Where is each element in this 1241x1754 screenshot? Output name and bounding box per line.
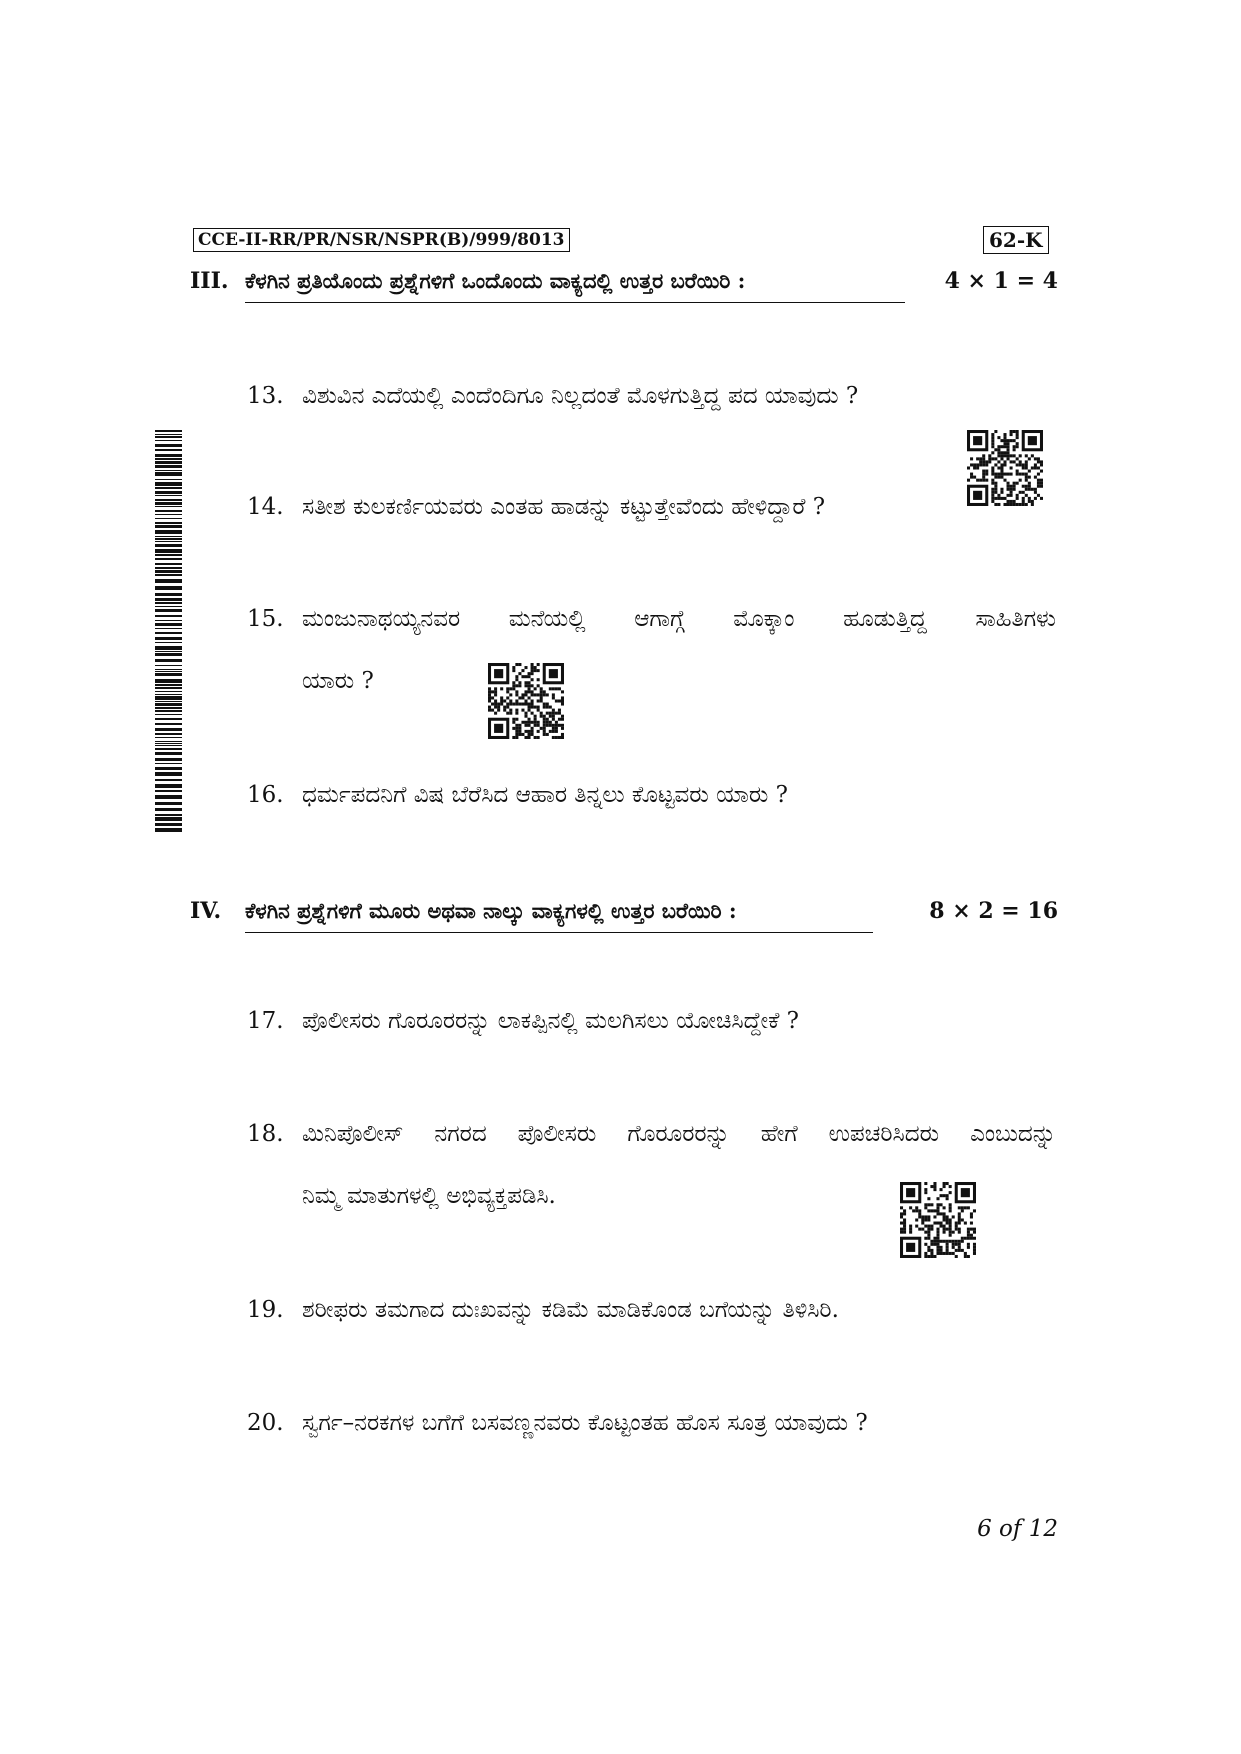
section-marks: 4 × 1 = 4 [944,268,1058,294]
section-marks: 8 × 2 = 16 [929,898,1058,924]
question-number: 16. [247,782,284,808]
barcode [155,430,182,835]
question-text: ಸ್ವರ್ಗ–ನರಕಗಳ ಬಗೆಗೆ ಬಸವಣ್ಣನವರು ಕೊಟ್ಟಂತಹ ಹೊಸ ಸೂತ್ರ ಯಾವುದು ? [302,1410,868,1436]
question-text: ಧರ್ಮಪದನಿಗೆ ವಿಷ ಬೆರೆಸಿದ ಆಹಾರ ತಿನ್ನಲು ಕೊಟ್ಟವರು ಯಾರು ? [302,782,788,808]
question-text-continued: ಯಾರು ? [302,668,374,694]
section-title: ಕೆಳಗಿನ ಪ್ರಶ್ನೆಗಳಿಗೆ ಮೂರು ಅಥವಾ ನಾಲ್ಕು ವಾಕ್ಯಗಳಲ್ಲಿ ಉತ್ತರ ಬರೆಯಿರಿ : [245,898,873,933]
question-text: ವಿಶುವಿನ ಎದೆಯಲ್ಲಿ ಎಂದೆಂದಿಗೂ ನಿಲ್ಲದಂತೆ ಮೊಳಗುತ್ತಿದ್ದ ಪದ ಯಾವುದು ? [302,383,859,409]
question-number: 17. [247,1008,284,1034]
question-text-continued: ನಿಮ್ಮ ಮಾತುಗಳಲ್ಲಿ ಅಭಿವ್ಯಕ್ತಪಡಿಸಿ. [302,1183,556,1209]
section-number: IV. [190,898,222,924]
question-number: 19. [247,1297,284,1323]
subject-code: 62-K [983,226,1049,254]
question-text: ಮಂಜುನಾಥಯ್ಯನವರ ಮನೆಯಲ್ಲಿ ಆಗಾಗ್ಗೆ ಮೊಕ್ಕಾಂ ಹೂಡುತ್ತಿದ್ದ ಸಾಹಿತಿಗಳು [302,606,1056,632]
question-number: 20. [247,1410,284,1436]
question-number: 14. [247,494,284,520]
question-number: 15. [247,606,284,632]
section-title: ಕೆಳಗಿನ ಪ್ರತಿಯೊಂದು ಪ್ರಶ್ನೆಗಳಿಗೆ ಒಂದೊಂದು ವಾಕ್ಯದಲ್ಲಿ ಉತ್ತರ ಬರೆಯಿರಿ : [245,268,905,303]
question-number: 13. [247,383,284,409]
question-text: ಸತೀಶ ಕುಲಕರ್ಣಿಯವರು ಎಂತಹ ಹಾಡನ್ನು ಕಟ್ಟುತ್ತೇವೆಂದು ಹೇಳಿದ್ದಾರೆ ? [302,494,826,520]
page-number: 6 of 12 [977,1516,1058,1542]
question-number: 18. [247,1121,284,1147]
question-text: ಮಿನಿಪೊಲೀಸ್ ನಗರದ ಪೊಲೀಸರು ಗೊರೂರರನ್ನು ಹೇಗೆ ಉಪಚರಿಸಿದರು ಎಂಬುದನ್ನು [302,1121,1056,1147]
question-text: ಪೊಲೀಸರು ಗೊರೂರರನ್ನು ಲಾಕಪ್ಪಿನಲ್ಲಿ ಮಲಗಿಸಲು ಯೋಚಿಸಿದ್ದೇಕೆ ? [302,1008,800,1034]
question-text: ಶರೀಫರು ತಮಗಾದ ದುಃಖವನ್ನು ಕಡಿಮೆ ಮಾಡಿಕೊಂಡ ಬಗೆಯನ್ನು ತಿಳಿಸಿರಿ. [302,1297,839,1323]
qr-code [488,663,564,739]
qr-code [900,1182,976,1258]
paper-code: CCE-II-RR/PR/NSR/NSPR(B)/999/8013 [193,228,570,252]
section-number: III. [190,268,229,294]
qr-code [967,430,1043,506]
